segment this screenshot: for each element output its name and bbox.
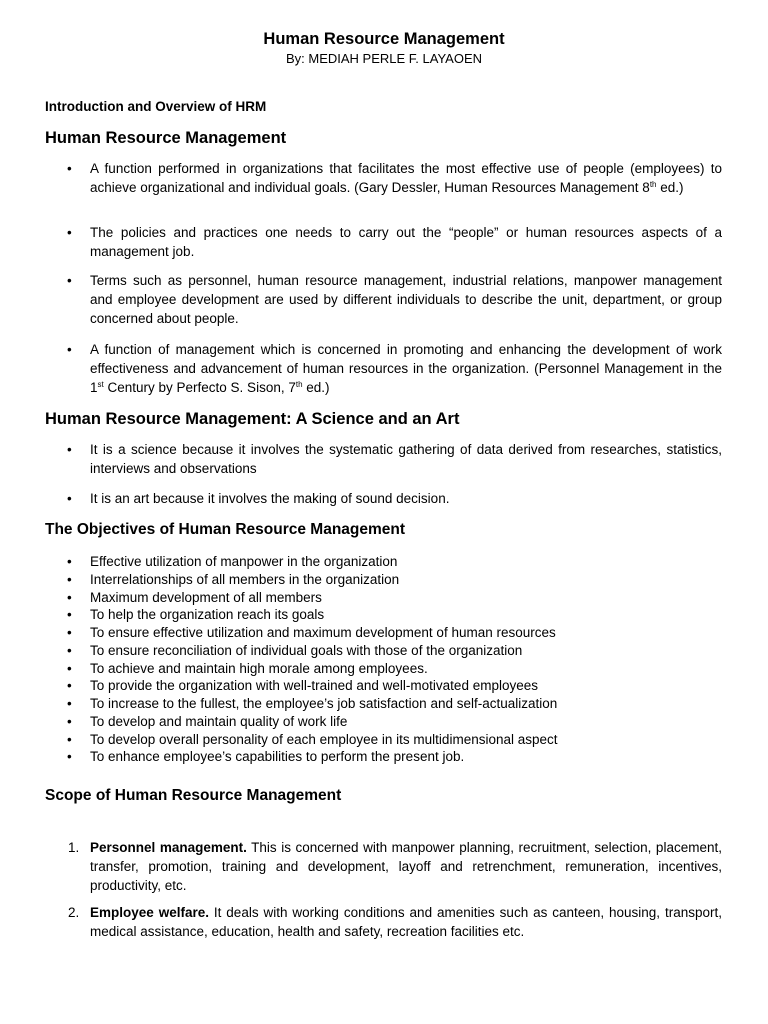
list-item: • The policies and practices one needs to carry out the “people” or human resources aspects of a management job. — [67, 225, 722, 259]
bullet-icon: • — [67, 625, 72, 640]
list-item: • To increase to the fullest, the employee’s job satisfaction and self-actualization — [67, 696, 558, 711]
section-heading-scope: Scope of Human Resource Management — [45, 787, 342, 804]
document-title: Human Resource Management — [263, 30, 505, 48]
intro-heading: Introduction and Overview of HRM — [45, 99, 267, 114]
list-item: • To enhance employee’s capabilities to perform the present job. — [67, 749, 465, 765]
list-item: • Terms such as personnel, human resource management, industrial relations, manpower management and employee development are used by different individuals to describe the unit, department, or group concerned about people. — [67, 273, 722, 326]
author-byline: By: MEDIAH PERLE F. LAYAOEN — [285, 51, 482, 66]
bullet-icon: • — [67, 225, 72, 240]
list-item: • To develop overall personality of each employee in its multidimensional aspect — [67, 731, 558, 747]
bullet-icon: • — [67, 607, 72, 623]
bullet-icon: • — [67, 554, 72, 569]
list-item: • A function performed in organizations that facilitates the most effective use of people (employees) to achieve organizational and individual goals. (Gary Dessler, Human Resources Management 8th ed.) — [67, 161, 722, 195]
list-number: 1. — [68, 840, 80, 855]
list-item: • It is a science because it involves the systematic gathering of data derived from researches, statistics, interviews and observations — [67, 442, 722, 476]
list-item: • To develop and maintain quality of work life — [67, 713, 348, 729]
list-item: • To provide the organization with well-trained and well-motivated employees — [67, 678, 538, 694]
bullet-icon: • — [67, 731, 72, 747]
list-item: 1. Personnel management. This is concerned with manpower planning, recruitment, selection, placement, transfer, promotion, training and development, layoff and retrenchment, remuneration, incentives, productivity, etc. — [68, 840, 722, 893]
bullet-icon: • — [67, 713, 72, 729]
list-item: • Interrelationships of all members in the organization — [67, 571, 400, 587]
bullet-icon: • — [67, 342, 72, 357]
section-heading-science-art: Human Resource Management: A Science and an Art — [45, 410, 460, 428]
list-item: • A function of management which is concerned in promoting and enhancing the development of work effectiveness and advancement of human resources in the organization. (Personnel Management in the 1st Century by Perfecto S. Sison, 7th ed.) — [67, 342, 722, 395]
list-item: • To achieve and maintain high morale among employees. — [67, 660, 428, 676]
bullet-icon: • — [67, 749, 72, 765]
list-item: • Maximum development of all members — [67, 589, 322, 605]
bullet-icon: • — [67, 273, 72, 288]
bullet-icon: • — [67, 696, 72, 711]
list-item: • To help the organization reach its goals — [67, 607, 325, 623]
bullet-icon: • — [67, 589, 72, 605]
list-item: • To ensure effective utilization and maximum development of human resources — [67, 625, 556, 640]
bullet-icon: • — [67, 161, 72, 176]
section-heading-hrm: Human Resource Management — [45, 129, 287, 147]
list-item: 2. Employee welfare. It deals with working conditions and amenities such as canteen, housing, transport, medical assistance, education, health and safety, recreation facilities etc. — [68, 905, 722, 939]
bullet-icon: • — [67, 491, 72, 506]
list-item: • Effective utilization of manpower in the organization — [67, 554, 398, 569]
objectives-list — [0, 553, 768, 766]
bullet-icon: • — [67, 642, 72, 658]
section-heading-objectives: The Objectives of Human Resource Management — [45, 521, 406, 538]
bullet-icon: • — [67, 571, 72, 587]
list-item: • It is an art because it involves the making of sound decision. — [67, 491, 450, 506]
bullet-icon: • — [67, 442, 72, 457]
bullet-icon: • — [67, 660, 72, 676]
bullet-icon: • — [67, 678, 72, 694]
list-item: • To ensure reconciliation of individual goals with those of the organization — [67, 642, 523, 658]
list-number: 2. — [68, 905, 80, 920]
